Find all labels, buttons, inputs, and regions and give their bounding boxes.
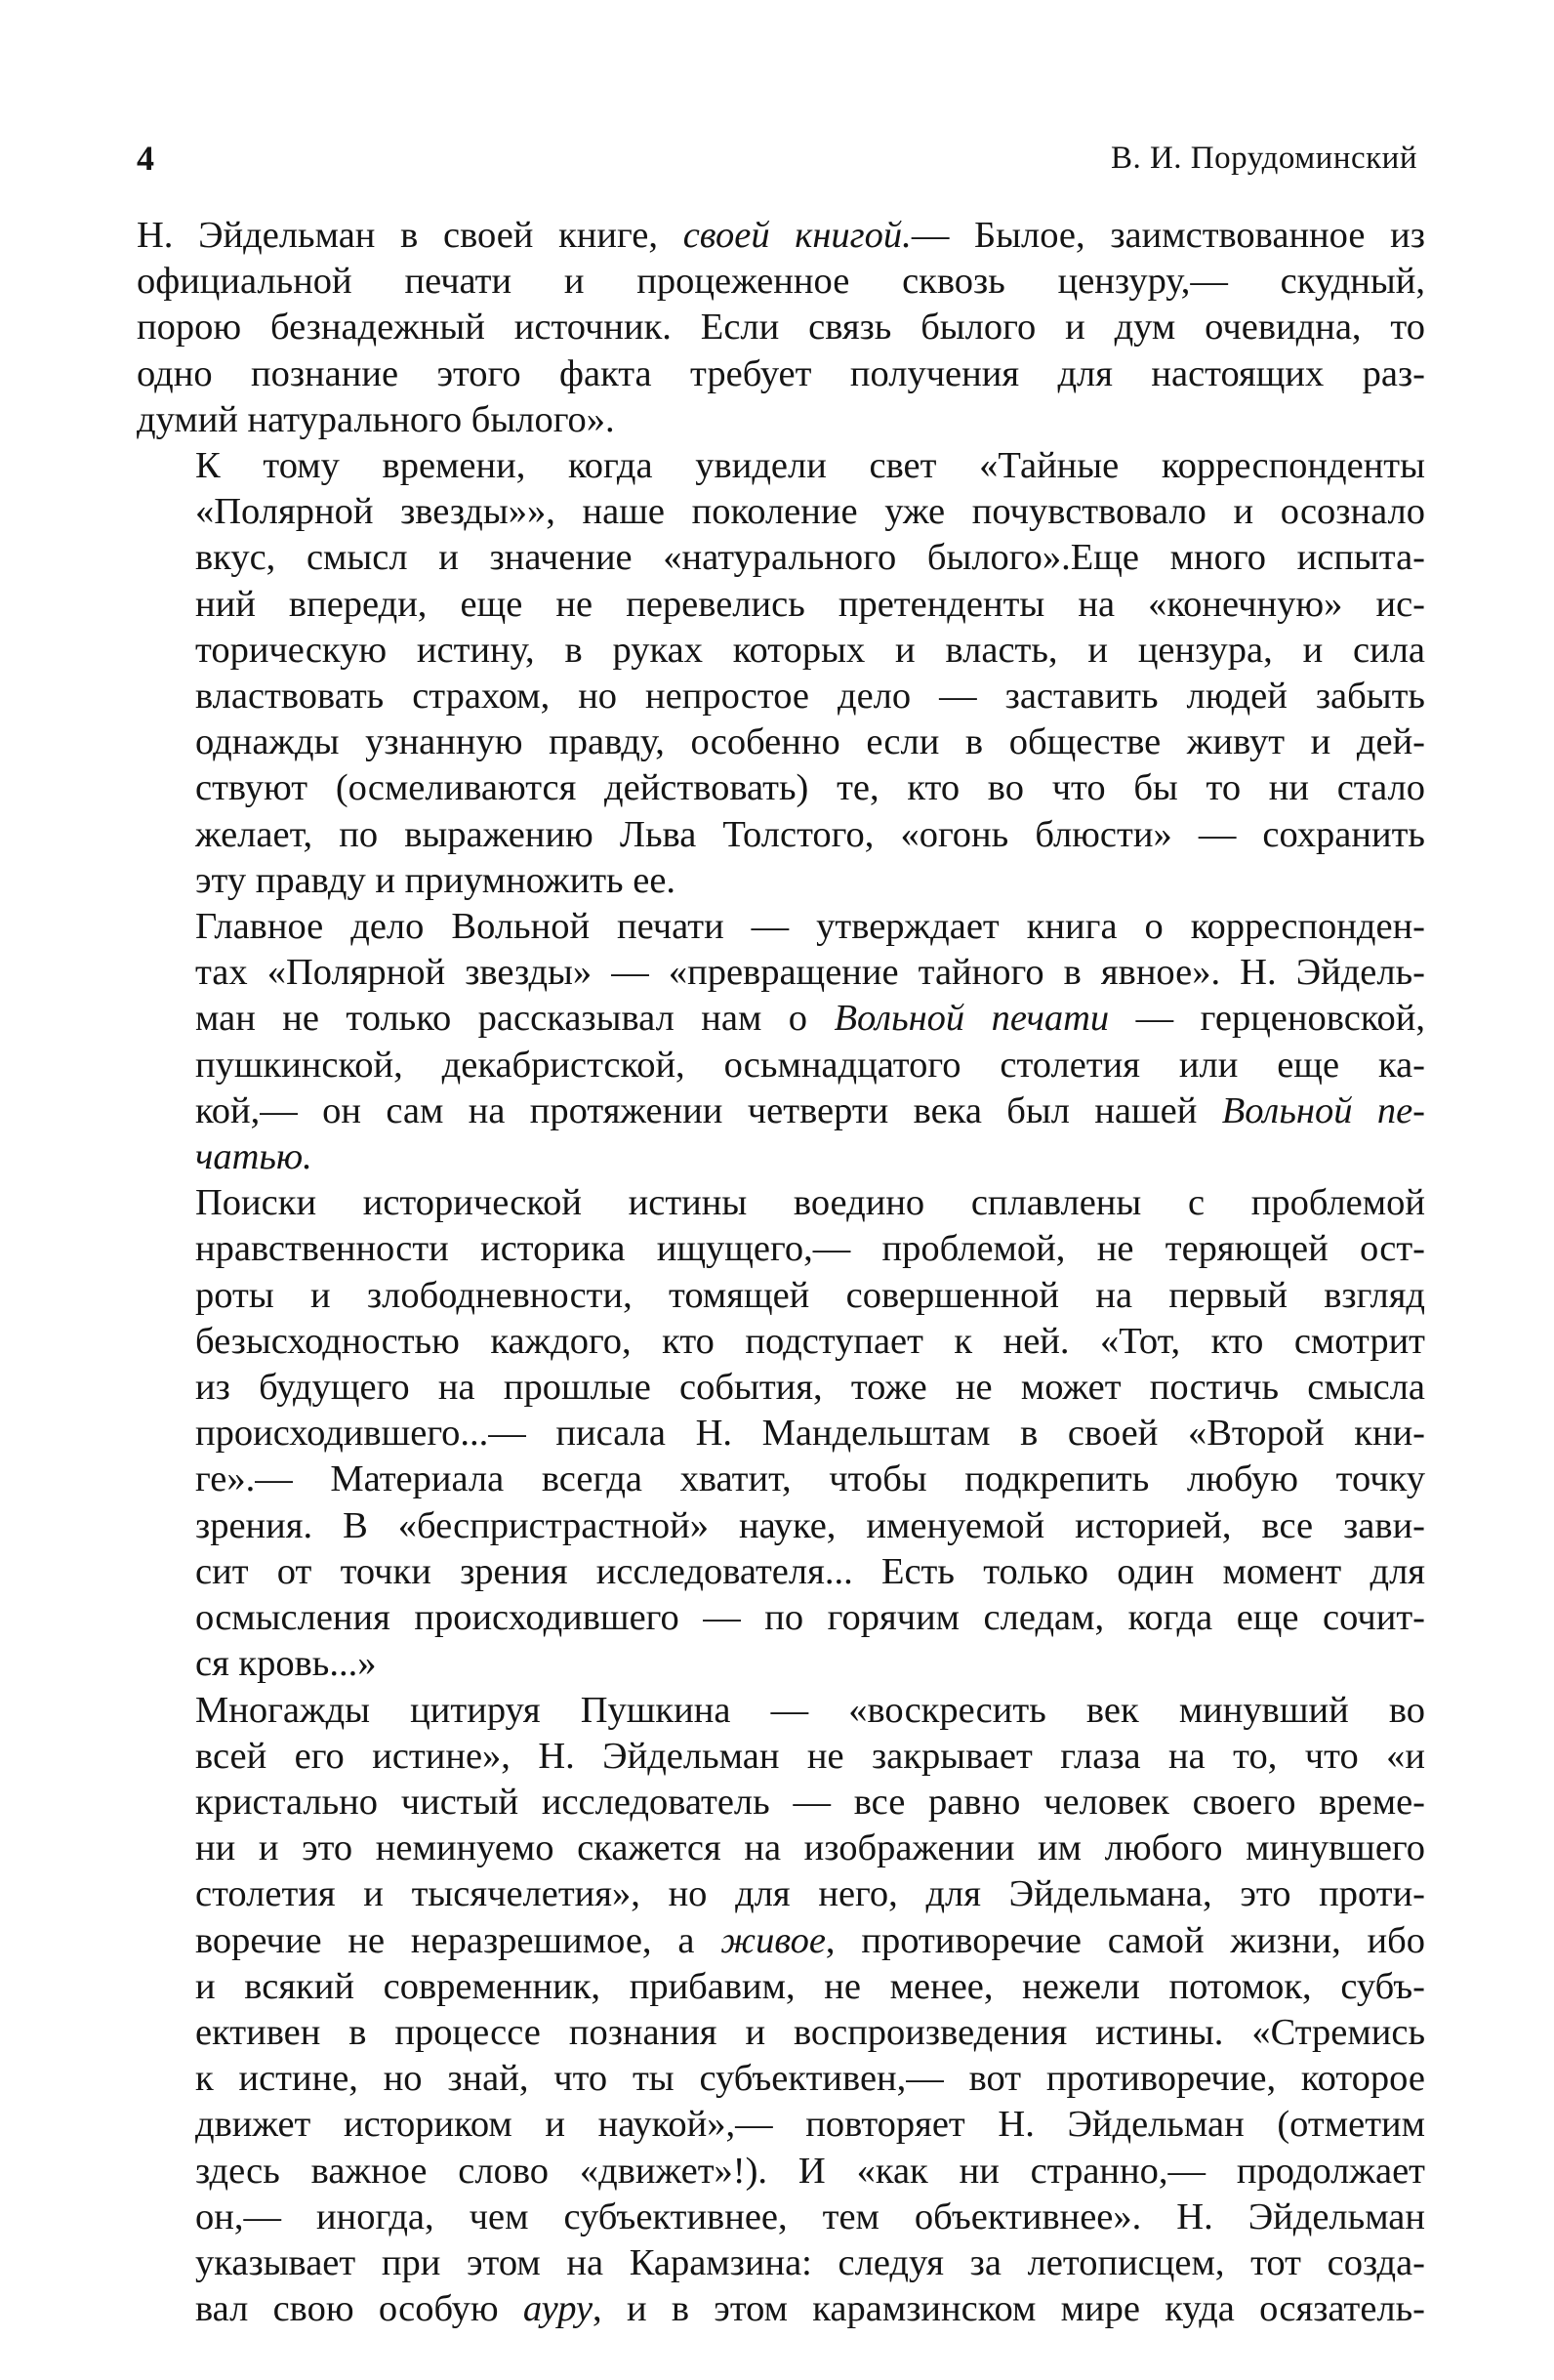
text-run: сит от точки зрения исследователя... Есть только один момент для — [195, 1550, 1425, 1592]
text-line — [137, 2010, 1425, 2056]
text-line — [137, 719, 1425, 765]
text-line — [137, 1088, 1425, 1134]
text-run: вкус, смысл и значение «натурального былого».Еще много испыта- — [195, 537, 1425, 579]
text-line — [137, 535, 1425, 581]
text-line — [137, 1319, 1425, 1365]
text-run: пушкинской, декабристской, осьмнадцатого столетия или еще ка- — [195, 1044, 1425, 1086]
text-run: нравственности историка ищущего,— проблемой, не теряющей ост- — [195, 1228, 1425, 1270]
text-line — [137, 1549, 1425, 1595]
text-run: торическую истину, в руках которых и власть, и цензура, и сила — [195, 629, 1425, 671]
text-line — [137, 1043, 1425, 1088]
text-run: ний впереди, еще не перевелись претенденты на «конечную» ис- — [195, 583, 1425, 625]
text-line — [137, 2056, 1425, 2102]
text-run: Н. Эйдельман в своей книге, — [137, 215, 683, 256]
text-line — [137, 858, 1425, 904]
text-line — [137, 397, 1425, 443]
italic-run: ауру — [522, 2288, 593, 2330]
text-run: однажды узнанную правду, особенно если в обществе живут и дей- — [195, 721, 1425, 763]
paragraph — [137, 904, 1425, 1180]
text-run: К тому времени, когда увидели свет «Тайные корреспонденты — [195, 445, 1425, 487]
text-line — [137, 2286, 1425, 2332]
text-run: , противоречие самой жизни, ибо — [825, 1919, 1425, 1961]
text-line — [137, 765, 1425, 811]
italic-run: Вольной пе- — [1221, 1089, 1426, 1131]
text-run: желает, по выражению Льва Толстого, «огонь блюсти» — сохранить — [195, 813, 1425, 855]
paragraph — [137, 1688, 1425, 2333]
text-run: ман не только рассказывал нам о — [195, 998, 835, 1040]
text-run: всей его истине», Н. Эйдельман не закрывает глаза на то, что «и — [195, 1735, 1425, 1777]
text-line — [137, 904, 1425, 950]
text-line — [137, 1365, 1425, 1411]
text-line — [137, 1918, 1425, 1964]
italic-run: своей книгой. — [682, 215, 912, 256]
running-head: В. И. Порудоминский — [1110, 141, 1417, 176]
text-line — [137, 1641, 1425, 1687]
text-run: безысходностью каждого, кто подступает к ней. «Тот, кто смотрит — [195, 1320, 1425, 1362]
text-run: и всякий современник, прибавим, не менее, нежели потомок, субъ- — [195, 1965, 1425, 2007]
text-line — [137, 1871, 1425, 1917]
text-line — [137, 674, 1425, 719]
text-run: тах «Полярной звезды» — «превращение тайного в явное». Н. Эйдель- — [195, 952, 1425, 994]
text-run: Поиски исторической истины воедино сплавлены с проблемой — [195, 1182, 1425, 1224]
text-run: он,— иногда, чем субъективнее, тем объективнее». Н. Эйдельман — [195, 2195, 1425, 2237]
text-line — [137, 213, 1425, 259]
text-line — [137, 1411, 1425, 1457]
text-run: кристально чистый исследователь — все равно человек своего време- — [195, 1781, 1425, 1823]
text-line — [137, 812, 1425, 858]
text-run: к истине, но знай, что ты субъективен,— вот противоречие, которое — [195, 2058, 1425, 2100]
text-line — [137, 1134, 1425, 1180]
paragraph — [137, 1180, 1425, 1687]
text-line — [137, 1826, 1425, 1871]
page-number: 4 — [137, 139, 154, 178]
text-run: кой,— он сам на протяжении четверти века был нашей — [195, 1089, 1222, 1131]
text-run: из будущего на прошлые события, тоже не может постичь смысла — [195, 1367, 1425, 1409]
text-run: думий натурального былого». — [137, 398, 615, 440]
text-run: ге».— Материала всегда хватит, чтобы подкрепить любую точку — [195, 1458, 1425, 1500]
text-run: , и в этом карамзинском мире куда осязатель- — [593, 2288, 1425, 2330]
text-line — [137, 1595, 1425, 1641]
italic-run: чатью. — [195, 1136, 312, 1178]
text-line — [137, 628, 1425, 674]
text-line — [137, 443, 1425, 489]
text-line — [137, 305, 1425, 350]
text-line — [137, 1688, 1425, 1734]
text-line — [137, 1226, 1425, 1272]
text-line — [137, 950, 1425, 996]
text-line — [137, 996, 1425, 1042]
italic-run: Вольной печати — [834, 998, 1110, 1040]
text-run: осмысления происходившего — по горячим следам, когда еще сочит- — [195, 1597, 1425, 1639]
paragraph — [137, 443, 1425, 904]
text-run: Главное дело Вольной печати — утверждает книга о корреспонден- — [195, 906, 1425, 948]
text-line — [137, 489, 1425, 535]
text-run: Многажды цитируя Пушкина — «воскресить век минувший во — [195, 1689, 1425, 1731]
text-line — [137, 582, 1425, 628]
text-run: воречие не неразрешимое, а — [195, 1919, 721, 1961]
text-run: указывает при этом на Карамзина: следуя за летописцем, тот созда- — [195, 2241, 1425, 2283]
text-run: — Былое, заимствованное из — [911, 215, 1425, 256]
italic-run: живое — [720, 1919, 826, 1961]
text-run: — герценовской, — [1109, 998, 1426, 1040]
text-run: эту правду и приумножить ее. — [195, 859, 676, 901]
text-line — [137, 2240, 1425, 2286]
text-line — [137, 2102, 1425, 2148]
text-line — [137, 1734, 1425, 1780]
text-run: «Полярной звезды»», наше поколение уже почувствовало и осознало — [195, 491, 1425, 533]
text-run: ективен в процессе познания и воспроизведения истины. «Стремись — [195, 2011, 1425, 2053]
text-run: зрения. В «беспристрастной» науке, именуемой историей, все зави- — [195, 1504, 1425, 1546]
body-text — [137, 213, 1425, 2332]
text-run: ствуют (осмеливаются действовать) те, кто во что бы то ни стало — [195, 767, 1425, 809]
text-run: здесь важное слово «движет»!). И «как ни странно,— продолжает — [195, 2150, 1425, 2192]
text-line — [137, 259, 1425, 305]
text-line — [137, 2149, 1425, 2195]
text-run: порою безнадежный источник. Если связь былого и дум очевидна, то — [137, 307, 1425, 349]
text-run: властвовать страхом, но непростое дело — заставить людей забыть — [195, 676, 1425, 718]
text-line — [137, 1780, 1425, 1826]
text-line — [137, 1273, 1425, 1319]
text-line — [137, 1180, 1425, 1226]
text-run: одно познание этого факта требует получения для настоящих раз- — [137, 352, 1425, 394]
text-run: роты и злободневности, томящей совершенной на первый взгляд — [195, 1274, 1425, 1316]
text-line — [137, 1964, 1425, 2010]
text-run: столетия и тысячелетия», но для него, для Эйдельмана, это проти- — [195, 1873, 1425, 1915]
text-line — [137, 1457, 1425, 1502]
text-run: ни и это неминуемо скажется на изображении им любого минувшего — [195, 1827, 1425, 1869]
text-line — [137, 2195, 1425, 2240]
page-header — [137, 139, 1417, 178]
paragraph — [137, 213, 1425, 443]
text-run: движет историком и наукой»,— повторяет Н. Эйдельман (отметим — [195, 2104, 1425, 2146]
text-run: официальной печати и процеженное сквозь цензуру,— скудный, — [137, 261, 1425, 303]
text-run: ся кровь...» — [195, 1643, 377, 1685]
text-line — [137, 1503, 1425, 1549]
text-run: вал свою особую — [195, 2288, 523, 2330]
text-run: происходившего...— писала Н. Мандельштам в своей «Второй кни- — [195, 1413, 1425, 1455]
text-line — [137, 351, 1425, 397]
